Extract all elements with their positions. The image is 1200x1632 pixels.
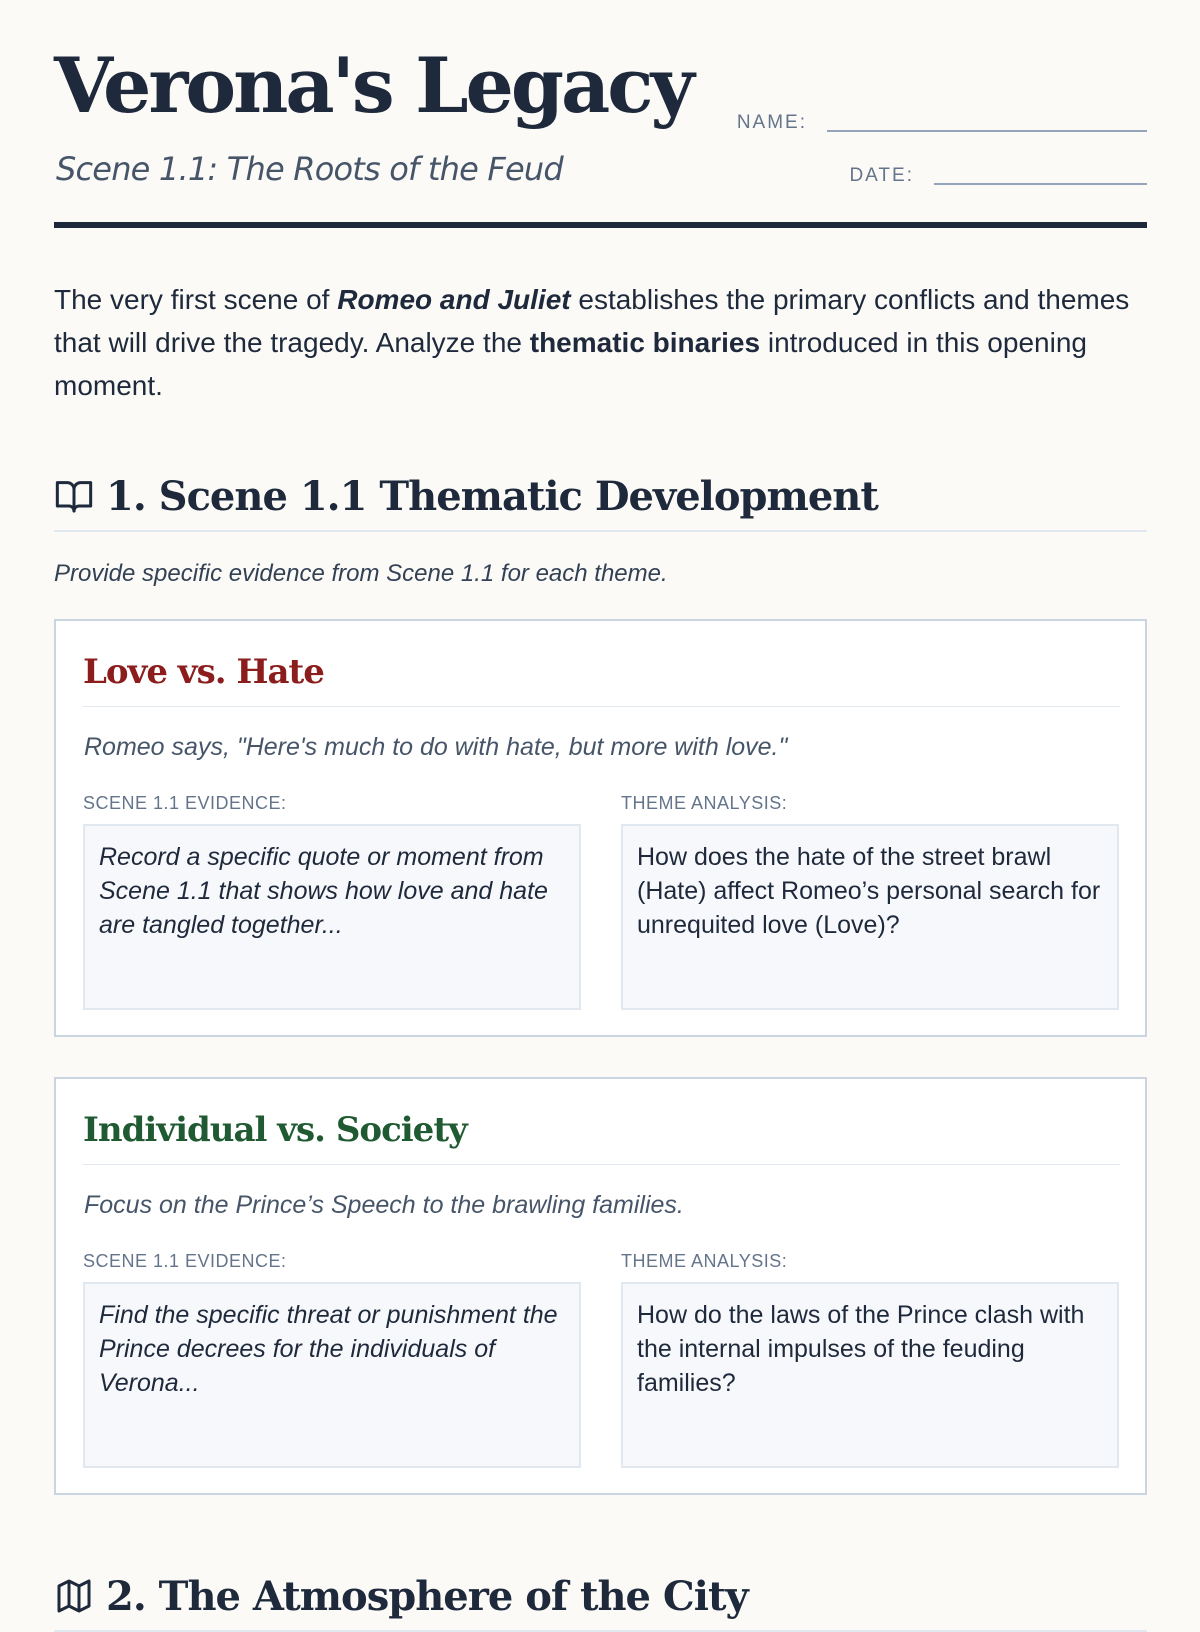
analysis-label: THEME ANALYSIS:: [621, 793, 788, 813]
section-heading-2: [54, 1562, 1147, 1632]
section-title: 1. Scene 1.1 Thematic Development: [106, 472, 878, 520]
section-instructions: Provide specific evidence from Scene 1.1 for each theme.: [54, 560, 668, 587]
intro-emphasis: thematic binaries: [529, 327, 761, 358]
worksheet-title: Verona's Legacy: [54, 41, 692, 130]
theme-card-prompt: Romeo says, "Here's much to do with hate, but more with love.": [84, 733, 788, 761]
theme-card-individual-vs-society: [54, 1077, 1147, 1495]
theme-card-title: Love vs. Hate: [83, 649, 1120, 707]
intro-paragraph: [54, 278, 1147, 407]
theme-card-title: Individual vs. Society: [83, 1107, 1120, 1165]
date-label: DATE:: [849, 165, 914, 186]
name-label: NAME:: [736, 112, 807, 133]
evidence-input[interactable]: Record a specific quote or moment from Scene 1.1 that shows how love and hate are tangled together...: [83, 824, 581, 1010]
worksheet-page: [54, 0, 1147, 1620]
analysis-input[interactable]: How does the hate of the street brawl (Hate) affect Romeo’s personal search for unrequited love (Love)?: [621, 824, 1119, 1010]
analysis-input[interactable]: How do the laws of the Prince clash with the internal impulses of the feuding families?: [621, 1282, 1119, 1468]
name-row: [737, 112, 1147, 132]
name-field[interactable]: [827, 112, 1147, 132]
section-heading-1: [54, 462, 1147, 532]
play-title: Romeo and Juliet: [337, 284, 571, 315]
section-title: 2. The Atmosphere of the City: [106, 1572, 748, 1620]
worksheet-subtitle: Scene 1.1: The Roots of the Feud: [56, 150, 563, 188]
intro-text: The very first scene of: [54, 284, 338, 315]
worksheet-header: [54, 0, 1147, 228]
theme-card-prompt: Focus on the Prince’s Speech to the brawling families.: [84, 1191, 684, 1219]
evidence-input[interactable]: Find the specific threat or punishment the Prince decrees for the individuals of Verona...: [83, 1282, 581, 1468]
evidence-label: SCENE 1.1 EVIDENCE:: [83, 1251, 287, 1271]
theme-card-love-vs-hate: [54, 619, 1147, 1037]
book-open-icon: [54, 476, 94, 516]
map-icon: [54, 1576, 94, 1616]
intro-text: introduced in this opening moment.: [54, 327, 1087, 401]
intro-text: establishes the primary conflicts and themes that will drive the tragedy. Analyze the: [54, 284, 1130, 358]
analysis-label: THEME ANALYSIS:: [621, 1251, 788, 1271]
evidence-label: SCENE 1.1 EVIDENCE:: [83, 793, 287, 813]
date-row: [849, 165, 1147, 185]
date-field[interactable]: [934, 165, 1147, 185]
